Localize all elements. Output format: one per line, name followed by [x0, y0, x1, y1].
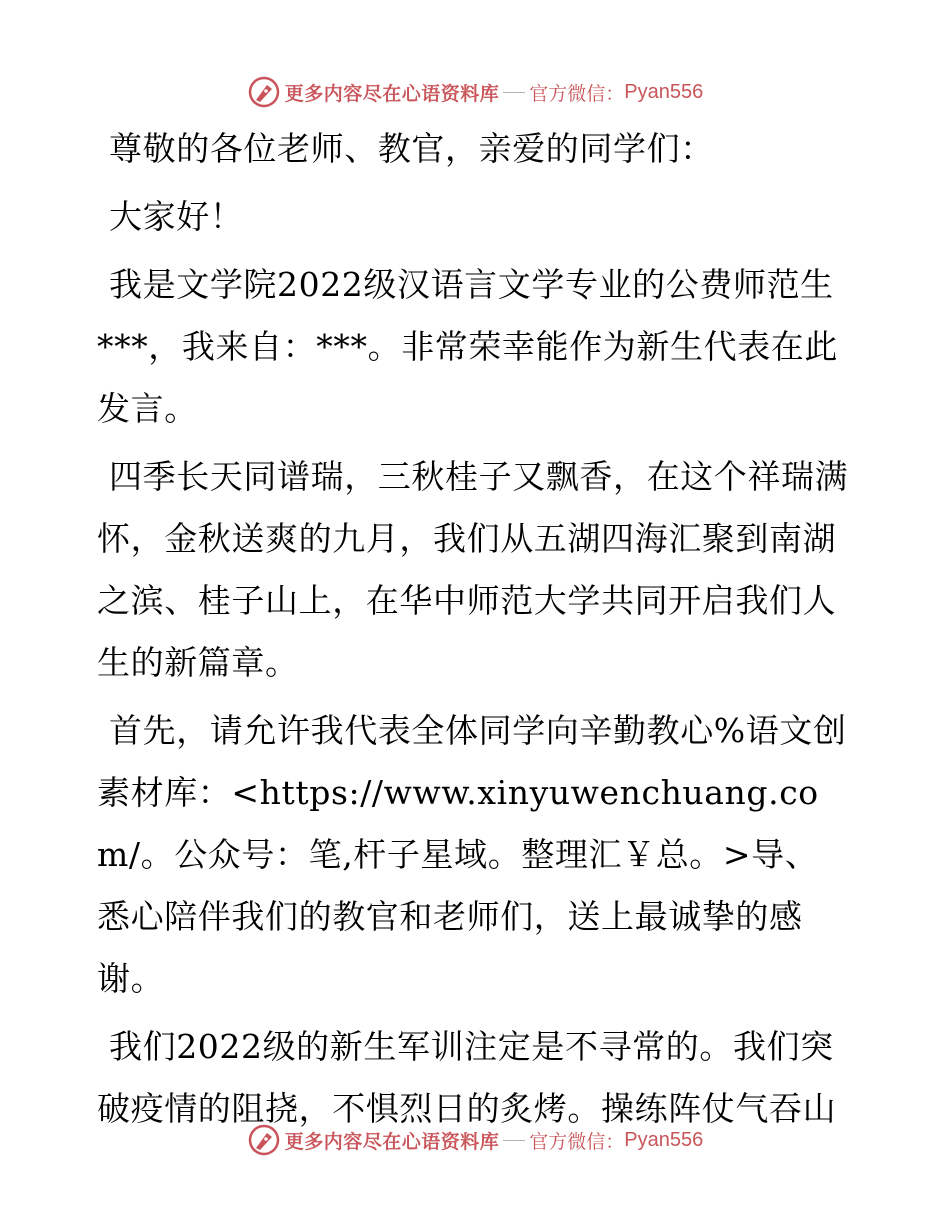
paragraph-military-training: 我们2022级的新生军训注定是不寻常的。我们突破疫情的阻挠，不惧烈日的炙烤。操练阵仗气吞山	[97, 1027, 837, 1128]
footer-watermark-banner	[0, 1120, 950, 1160]
paragraph-thanks: 首先，请允许我代表全体同学向辛勤教心%语文创素材库：<https://www.xinyuwenchuang.com/。公众号：笔,杆子星域。整理汇￥总。>导、悉心陪伴我们的教官和老师们，送上最诚挚的感谢。	[97, 711, 847, 998]
banner-wechat-id: Pyan556	[624, 80, 704, 103]
pen-nib-circle-logo-icon	[247, 1123, 281, 1157]
paragraph-introduction: 我是文学院2022级汉语言文学专业的公费师范生***，我来自：***。非常荣幸能作为新生代表在此发言。	[97, 265, 838, 428]
paragraph-greeting: 大家好！	[109, 197, 244, 236]
document-body	[97, 118, 849, 1146]
banner-divider	[503, 92, 525, 93]
pen-nib-circle-logo-icon	[247, 75, 281, 109]
banner-site-name: 更多内容尽在心语资料库	[284, 1130, 500, 1153]
paragraph-season: 四季长天同谱瑞，三秋桂子又飘香，在这个祥瑞满怀，金秋送爽的九月，我们从五湖四海汇聚到南湖之滨、桂子山上，在华中师范大学共同开启我们人生的新篇章。	[97, 457, 849, 682]
banner-divider	[503, 1140, 525, 1141]
header-watermark-banner	[0, 72, 950, 112]
banner-official-label: 官方微信：	[529, 82, 625, 105]
banner-wechat-id: Pyan556	[624, 1128, 704, 1151]
paragraph-salutation: 尊敬的各位老师、教官，亲爱的同学们：	[109, 129, 714, 168]
banner-official-label: 官方微信：	[529, 1130, 625, 1153]
banner-site-name: 更多内容尽在心语资料库	[284, 82, 500, 105]
